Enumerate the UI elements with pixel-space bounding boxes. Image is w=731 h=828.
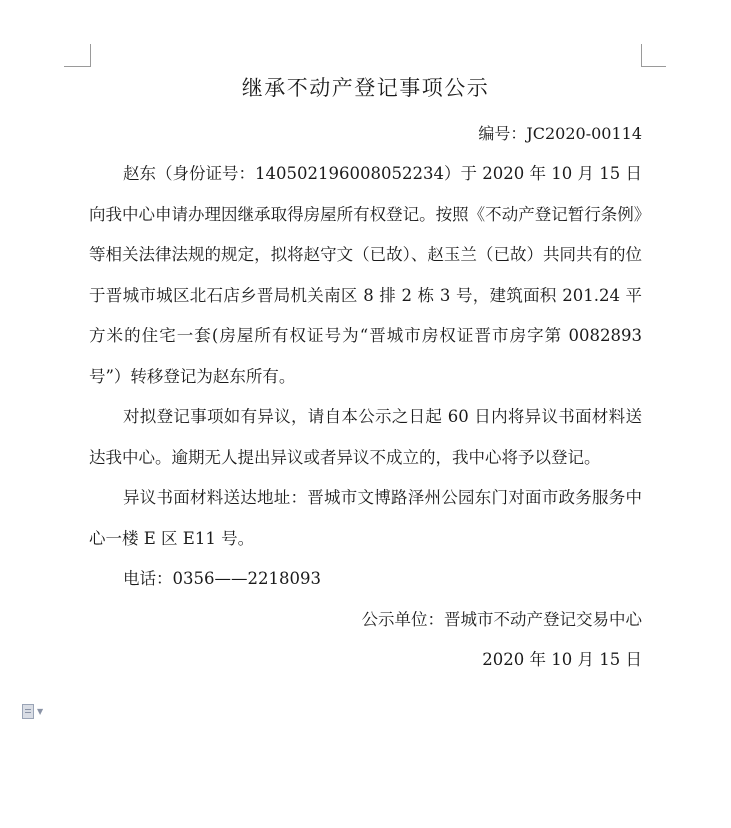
issuer: 公示单位：晋城市不动产登记交易中心 [361, 609, 642, 629]
paste-options-button[interactable] [22, 702, 52, 720]
contact-phone: 电话：0356——2218093 [123, 569, 321, 588]
document-icon [22, 704, 34, 719]
paragraph-objection: 对拟登记事项如有异议，请自本公示之日起 60 日内将异议书面材料送达我中心。逾期无人提出异议或者异议不成立的，我中心将予以登记。 [89, 407, 642, 467]
document-number: 编号：JC2020-00114 [478, 124, 642, 143]
issue-date: 2020 年 10 月 15 日 [482, 650, 642, 669]
page-corner-marker-top-right [641, 44, 666, 67]
document-title: 继承不动产登记事项公示 [241, 76, 490, 100]
document-page [89, 72, 642, 681]
chevron-down-icon: ▼ [37, 706, 44, 716]
paragraph-applicant: 赵东（身份证号：140502196008052234）于 2020 年 10 月 15 日向我中心申请办理因继承取得房屋所有权登记。按照《不动产登记暂行条例》等相关法律法规的规定，拟将赵守文（已故）、赵玉兰（已故）共同共有的位于晋城市城区北石店乡晋局机关南区 8 排 2 栋 3 号，建筑面积 201.24 平方米的住宅一套(房屋所有权证号为“晋城市房权证晋市房字第 0082893 号”）转移登记为赵东所有。 [89, 164, 642, 386]
page-corner-marker-top-left [64, 44, 91, 67]
paragraph-address: 异议书面材料送达地址：晋城市文博路泽州公园东门对面市政务服务中心一楼 E 区 E11 号。 [89, 488, 642, 548]
